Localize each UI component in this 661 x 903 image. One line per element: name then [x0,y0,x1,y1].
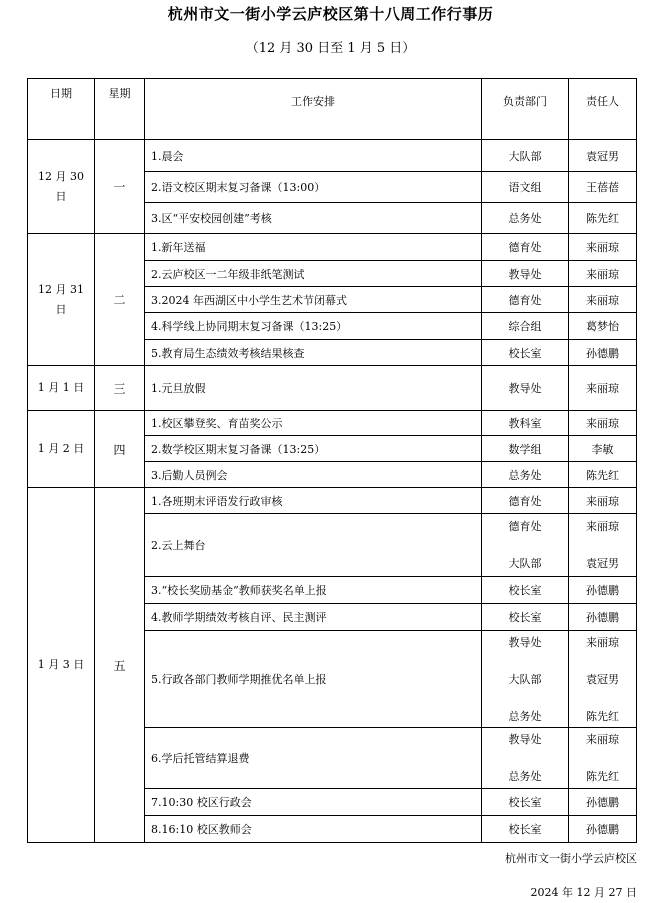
dept-cell: 数学组 [482,436,569,462]
date-cell: 1 月 3 日 [28,488,95,843]
dept-name: 教导处 [508,733,542,746]
date-line: 日 [55,302,67,316]
dept-cell: 教科室 [482,411,569,436]
dept-name: 总务处 [508,770,542,783]
task-cell: 6.学后托管结算退费 [145,728,482,789]
page-title: 杭州市文一街小学云庐校区第十八周工作行事历 [167,5,494,23]
person-name: 来丽琼 [586,635,619,649]
header-person: 责任人 [569,79,637,140]
header-date: 日期 [28,79,95,140]
date-cell: 1 月 1 日 [28,366,95,411]
person-cell: 来丽琼 [569,366,637,411]
person-cell: 来丽琼 [569,261,637,287]
task-cell: 5.教育局生态绩效考核结果核查 [145,340,482,366]
weekday-cell: 五 [95,488,145,843]
date-cell [28,140,95,234]
person-cell: 葛梦怡 [569,313,637,340]
task-cell: 7.10:30 校区行政会 [145,789,482,816]
dept-cell: 校长室 [482,577,569,604]
task-cell: 1.元旦放假 [145,366,482,411]
header-task: 工作安排 [145,79,482,140]
task-cell: 5.行政各部门教师学期推优名单上报 [145,631,482,728]
person-cell: 孙德鹏 [569,816,637,843]
task-cell: 3.区“平安校园创建”考核 [145,203,482,234]
person-name: 袁冠男 [586,557,619,570]
person-cell: 孙德鹏 [569,604,637,631]
weekday-cell: 一 [95,140,145,234]
task-cell: 2.数学校区期末复习备课（13:25） [145,436,482,462]
person-cell: 来丽琼 [569,287,637,313]
person-cell: 袁冠男 [569,140,637,172]
dept-name: 教导处 [508,635,542,649]
header-dept: 负责部门 [482,79,569,140]
person-cell: 来丽琼 [569,488,637,514]
table-row [28,140,637,172]
task-cell: 1.校区攀登奖、育苗奖公示 [145,411,482,436]
person-name: 来丽琼 [586,733,619,746]
person-cell: 李敏 [569,436,637,462]
dept-cell: 校长室 [482,816,569,843]
person-cell [569,631,637,728]
person-cell [569,728,637,789]
person-cell: 陈先红 [569,462,637,488]
person-cell: 来丽琼 [569,234,637,261]
person-name: 来丽琼 [586,520,619,533]
person-cell: 陈先红 [569,203,637,234]
weekday-cell: 三 [95,366,145,411]
dept-cell: 总务处 [482,203,569,234]
date-cell [28,234,95,366]
dept-cell: 语文组 [482,172,569,203]
footer-date: 2024 年 12 月 27 日 [530,886,637,899]
task-cell: 4.科学线上协同期末复习备课（13:25） [145,313,482,340]
task-cell: 2.云上舞台 [145,514,482,577]
table-row [28,488,637,514]
dept-cell: 教导处 [482,261,569,287]
date-cell: 1 月 2 日 [28,411,95,488]
person-cell: 来丽琼 [569,411,637,436]
task-cell: 1.晨会 [145,140,482,172]
task-cell: 3.后勤人员例会 [145,462,482,488]
dept-name: 德育处 [508,520,542,533]
dept-cell [482,514,569,577]
person-cell: 王蓓蓓 [569,172,637,203]
table-header-row [28,79,637,140]
task-cell: 8.16:10 校区教师会 [145,816,482,843]
task-cell: 1.各班期末评语发行政审核 [145,488,482,514]
dept-cell: 综合组 [482,313,569,340]
date-line: 12 月 31 [38,282,84,296]
footer-organization: 杭州市文一街小学云庐校区 [505,852,637,865]
dept-cell: 大队部 [482,140,569,172]
person-name: 袁冠男 [586,672,619,686]
header-weekday: 星期 [95,79,145,140]
date-line: 12 月 30 [38,169,84,183]
task-cell: 2.云庐校区一二年级非纸笔测试 [145,261,482,287]
person-name: 陈先红 [586,770,619,783]
person-cell [569,514,637,577]
date-line: 日 [55,189,67,203]
table-row [28,366,637,411]
dept-name: 总务处 [508,709,542,723]
table-row [28,234,637,261]
person-cell: 孙德鹏 [569,577,637,604]
dept-cell: 校长室 [482,789,569,816]
person-cell: 孙德鹏 [569,340,637,366]
task-cell: 2.语文校区期末复习备课（13:00） [145,172,482,203]
dept-cell [482,728,569,789]
dept-cell: 校长室 [482,604,569,631]
dept-name: 大队部 [508,557,542,570]
person-cell: 孙德鹏 [569,789,637,816]
weekday-cell: 四 [95,411,145,488]
dept-cell: 德育处 [482,234,569,261]
dept-cell: 德育处 [482,287,569,313]
task-cell: 3.“校长奖励基金”教师获奖名单上报 [145,577,482,604]
dept-cell: 教导处 [482,366,569,411]
dept-cell [482,631,569,728]
dept-cell: 校长室 [482,340,569,366]
page-subtitle: （12 月 30 日至 1 月 5 日） [245,41,416,56]
dept-name: 大队部 [508,672,542,686]
task-cell: 4.教师学期绩效考核自评、民主测评 [145,604,482,631]
table-row [28,411,637,436]
task-cell: 1.新年送福 [145,234,482,261]
dept-cell: 德育处 [482,488,569,514]
schedule-table [27,78,637,843]
person-name: 陈先红 [586,709,619,723]
weekday-cell: 二 [95,234,145,366]
dept-cell: 总务处 [482,462,569,488]
task-cell: 3.2024 年西湖区中小学生艺术节闭幕式 [145,287,482,313]
